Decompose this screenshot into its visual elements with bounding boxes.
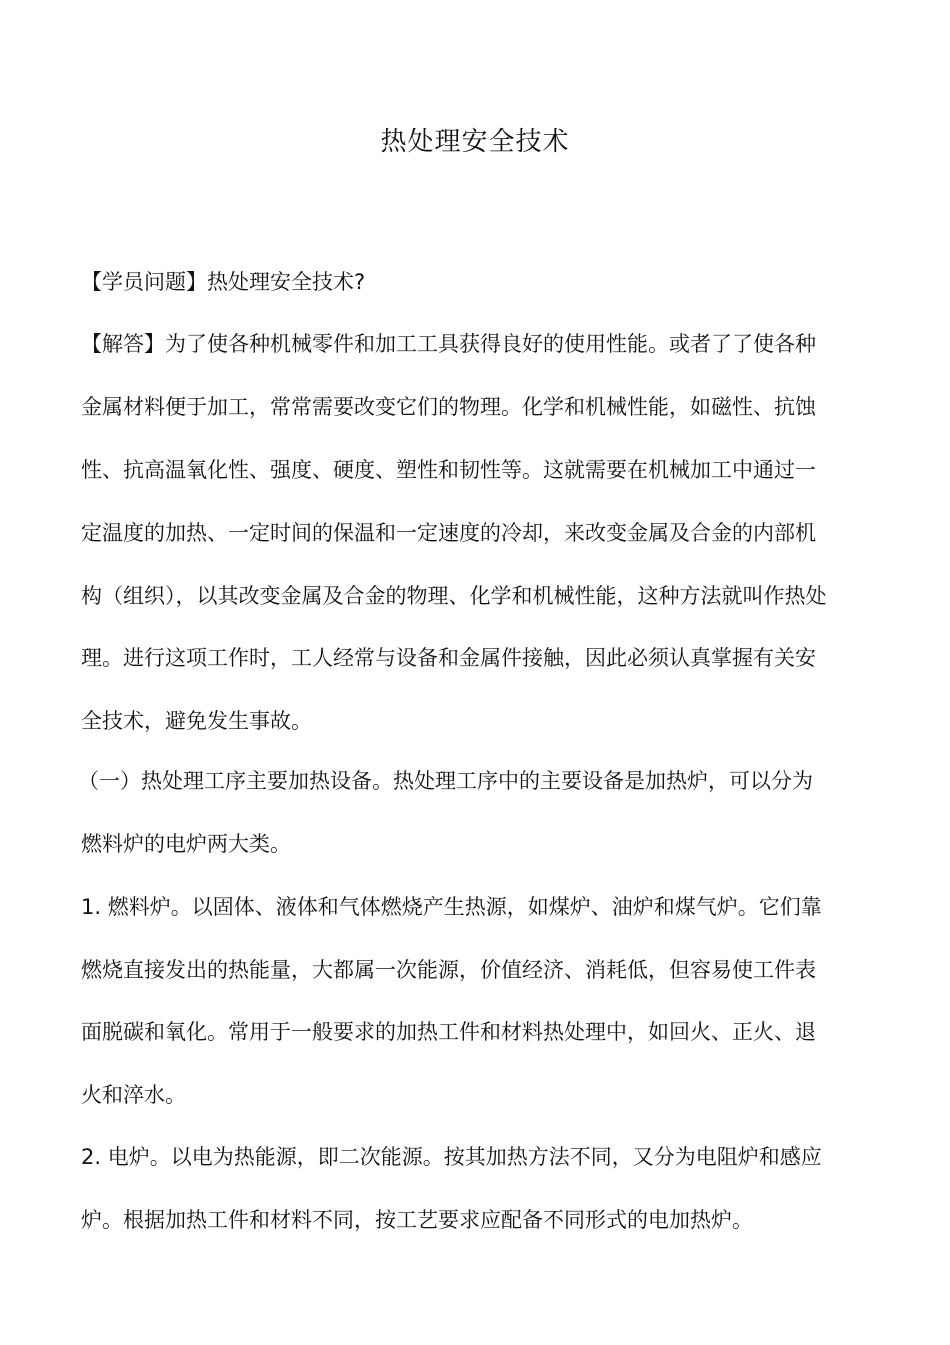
body-line: 燃烧直接发出的热能量，大都属一次能源，价值经济、消耗低，但容易使工件表 [81, 958, 816, 982]
body-line: 全技术，避免发生事故。 [81, 709, 312, 733]
body-line: 火和淬水。 [81, 1083, 186, 1107]
body-line: 金属材料便于加工，常常需要改变它们的物理。化学和机械性能，如磁性、抗蚀 [81, 395, 816, 419]
document-title: 热处理安全技术 [380, 127, 570, 157]
body-line: 性、抗高温氧化性、强度、硬度、塑性和韧性等。这就需要在机械加工中通过一 [81, 458, 816, 482]
question-line: 【学员问题】热处理安全技术? [81, 270, 366, 294]
section-heading-line: （一）热处理工序主要加热设备。热处理工序中的主要设备是加热炉，可以分为 [78, 769, 813, 793]
body-line: 理。进行这项工作时，工人经常与设备和金属件接触，因此必须认真掌握有关安 [81, 646, 816, 670]
list-item-line: 2. 电炉。以电为热能源，即二次能源。按其加热方法不同，又分为电阻炉和感应 [81, 1145, 822, 1169]
body-line: 燃料炉的电炉两大类。 [81, 832, 291, 856]
body-line: 构（组织），以其改变金属及合金的物理、化学和机械性能，这种方法就叫作热处 [81, 584, 827, 608]
body-line: 定温度的加热、一定时间的保温和一定速度的冷却，来改变金属及合金的内部机 [81, 521, 816, 545]
list-item-line: 1. 燃料炉。以固体、液体和气体燃烧产生热源，如煤炉、油炉和煤气炉。它们靠 [81, 895, 822, 919]
body-line: 面脱碳和氧化。常用于一般要求的加热工件和材料热处理中，如回火、正火、退 [81, 1020, 816, 1044]
body-line: 炉。根据加热工件和材料不同，按工艺要求应配备不同形式的电加热炉。 [81, 1208, 753, 1232]
answer-line: 【解答】为了使各种机械零件和加工工具获得良好的使用性能。或者了了使各种 [81, 332, 816, 356]
